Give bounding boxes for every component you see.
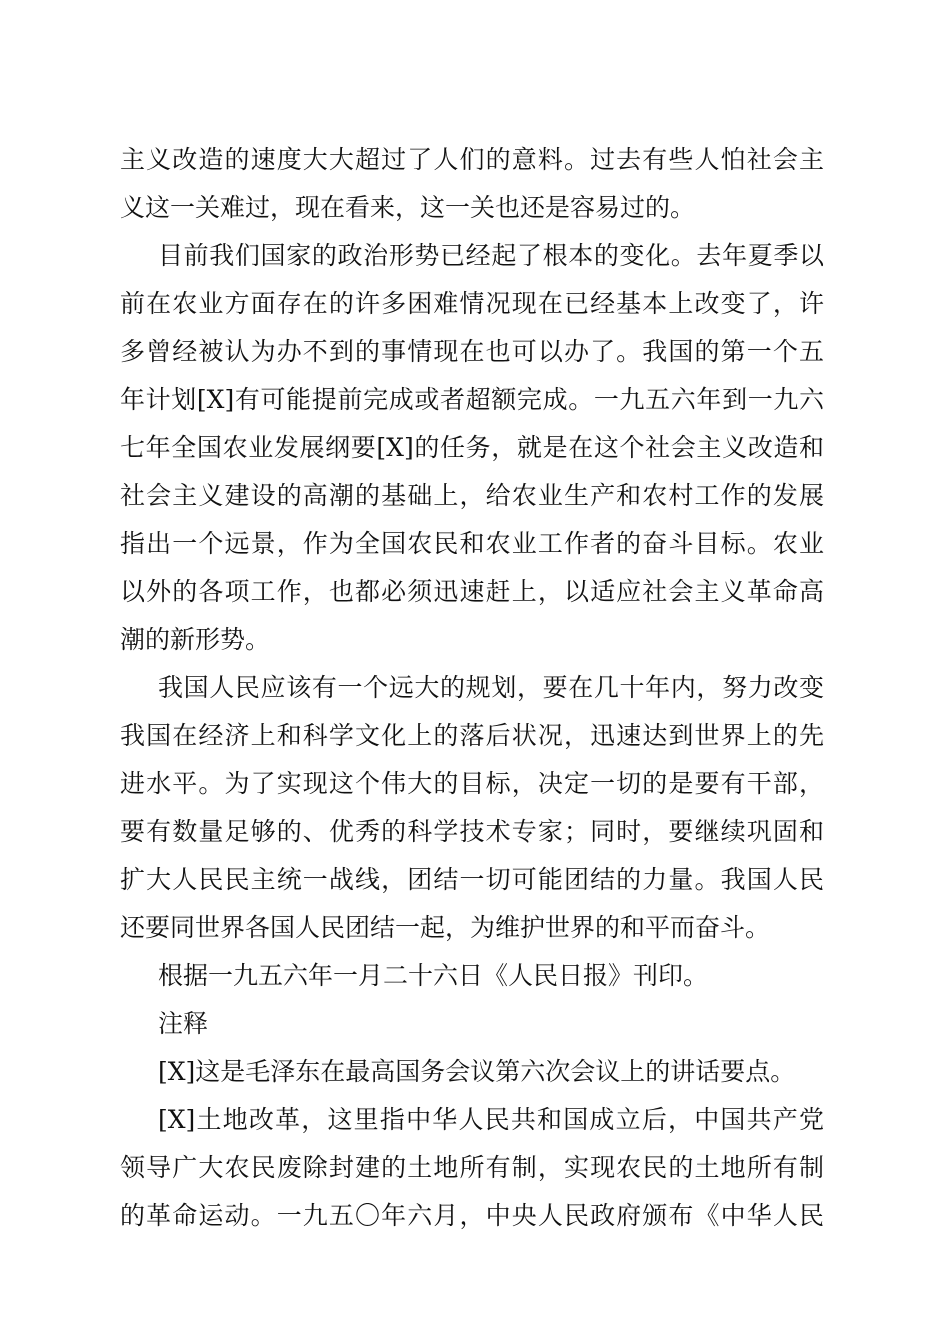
note-1: [X]这是毛泽东在最高国务会议第六次会议上的讲话要点。	[158, 1057, 796, 1086]
notes-heading: 注释	[158, 1009, 209, 1038]
text-line-6: 年计划[X]有可能提前完成或者超额完成。一九五六年到一九六	[120, 385, 824, 414]
text-line-15: 要有数量足够的、优秀的科学技术专家；同时，要继续巩固和	[120, 817, 824, 846]
text-line-4: 前在农业方面存在的许多困难情况现在已经基本上改变了，许	[120, 289, 824, 318]
note-2-line-1: [X]土地改革，这里指中华人民共和国成立后，中国共产党	[158, 1105, 824, 1134]
text-line-11: 潮的新形势。	[120, 625, 271, 654]
text-line-14: 进水平。为了实现这个伟大的目标，决定一切的是要有干部，	[120, 769, 824, 798]
text-line-1: 主义改造的速度大大超过了人们的意料。过去有些人怕社会主	[120, 145, 824, 174]
text-line-12: 我国人民应该有一个远大的规划，要在几十年内，努力改变	[158, 673, 824, 702]
text-line-7: 七年全国农业发展纲要[X]的任务，就是在这个社会主义改造和	[120, 433, 824, 462]
text-line-17: 还要同世界各国人民团结一起，为维护世界的和平而奋斗。	[120, 913, 771, 942]
text-line-9: 指出一个远景，作为全国农民和农业工作者的奋斗目标。农业	[120, 529, 824, 558]
note-2-line-2: 领导广大农民废除封建的土地所有制，实现农民的土地所有制	[120, 1153, 824, 1182]
note-2-line-3: 的革命运动。一九五〇年六月，中央人民政府颁布《中华人民	[120, 1201, 824, 1230]
text-line-5: 多曾经被认为办不到的事情现在也可以办了。我国的第一个五	[120, 337, 824, 366]
text-line-3: 目前我们国家的政治形势已经起了根本的变化。去年夏季以	[158, 241, 824, 270]
text-line-16: 扩大人民民主统一战线，团结一切可能团结的力量。我国人民	[120, 865, 824, 894]
text-line-2: 义这一关难过，现在看来，这一关也还是容易过的。	[120, 193, 696, 222]
text-line-10: 以外的各项工作，也都必须迅速赶上，以适应社会主义革命高	[120, 577, 824, 606]
text-line-13: 我国在经济上和科学文化上的落后状况，迅速达到世界上的先	[120, 721, 824, 750]
text-line-8: 社会主义建设的高潮的基础上，给农业生产和农村工作的发展	[120, 481, 824, 510]
source-note: 根据一九五六年一月二十六日《人民日报》刊印。	[158, 961, 709, 990]
